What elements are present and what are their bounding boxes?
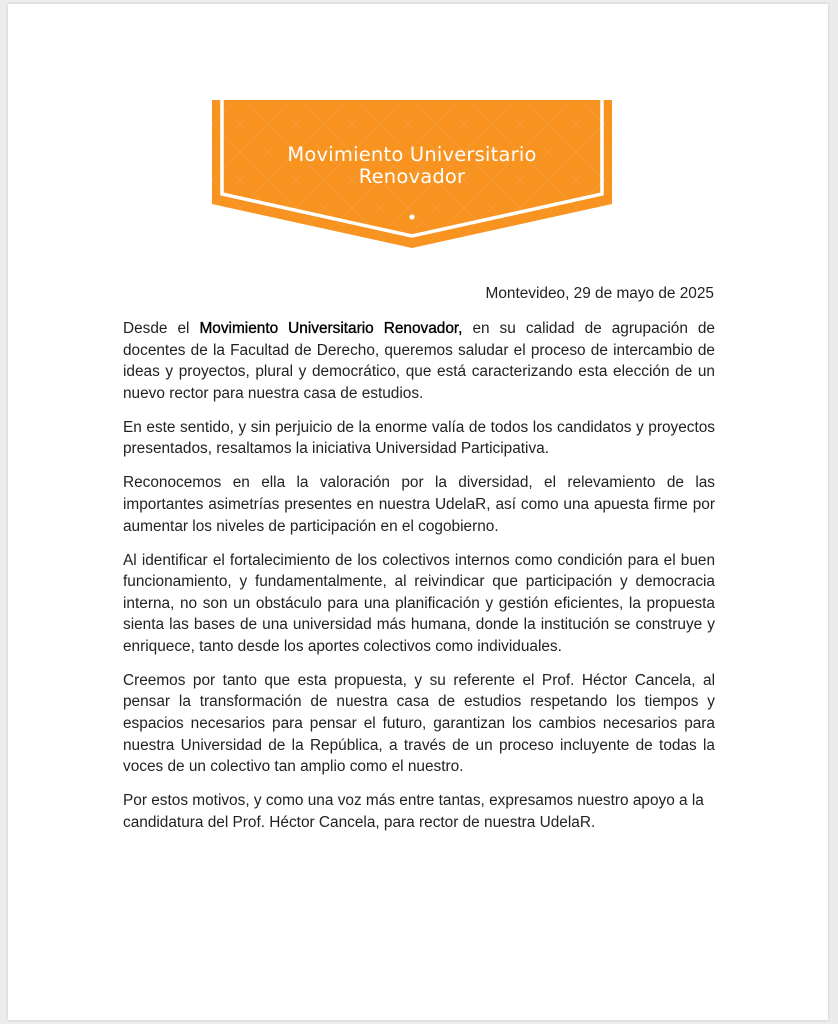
- organization-name: Movimiento Universitario Renovador,: [199, 320, 463, 337]
- banner-dot: [409, 214, 414, 219]
- paragraph-3: Reconocemos en ella la valoración por la diversidad, el relevamiento de las importantes asimetrías presentes en nuestra UdelaR, así como una apuesta firme por aumentar los niveles de participación en el cogobierno.: [123, 474, 715, 535]
- letter-body: [123, 318, 715, 846]
- paragraph-1-rest: en su calidad de agrupación de docentes de la Facultad de Derecho, queremos saludar el proceso de intercambio de ideas y proyectos, plural y democrático, que está caracterizando esta elección de un nuevo rector para nuestra casa de estudios.: [123, 320, 715, 402]
- banner-title-line1: Movimiento Universitario: [287, 143, 537, 166]
- banner-title: [212, 144, 612, 188]
- paragraph-2: En este sentido, y sin perjuicio de la enorme valía de todos los candidatos y proyectos presentados, resaltamos la iniciativa Universidad Participativa.: [123, 418, 715, 458]
- paragraph-1: [123, 318, 715, 404]
- paragraph-4: Al identificar el fortalecimiento de los colectivos internos como condición para el buen funcionamiento, y fundamentalmente, al reivindicar que participación y democracia interna, no son un obstáculo para una planificación y gestión eficientes, la propuesta sienta las bases de una universidad más humana, donde la institución se construye y enriquece, tanto desde los aportes colectivos como individuales.: [123, 551, 715, 655]
- organization-banner: [212, 96, 612, 248]
- paragraph-5: Creemos por tanto que esta propuesta, y su referente el Prof. Héctor Cancela, al pensar la transformación de nuestra casa de estudios respetando los tiempos y espacios necesarios para pensar el futuro, garantizan los cambios necesarios para nuestra Universidad de la República, a través de un proceso incluyente de todas la voces de un colectivo tan amplio como el nuestro.: [123, 671, 715, 776]
- letter-date: Montevideo, 29 de mayo de 2025: [485, 285, 714, 302]
- paragraph-6: Por estos motivos, y como una voz más entre tantas, expresamos nuestro apoyo a la candidatura del Prof. Héctor Cancela, para rector de nuestra UdelaR.: [123, 792, 704, 831]
- paragraph-1-prefix: Desde el: [123, 320, 200, 337]
- letter-page: [8, 4, 828, 1020]
- banner-title-line2: Renovador: [358, 165, 466, 188]
